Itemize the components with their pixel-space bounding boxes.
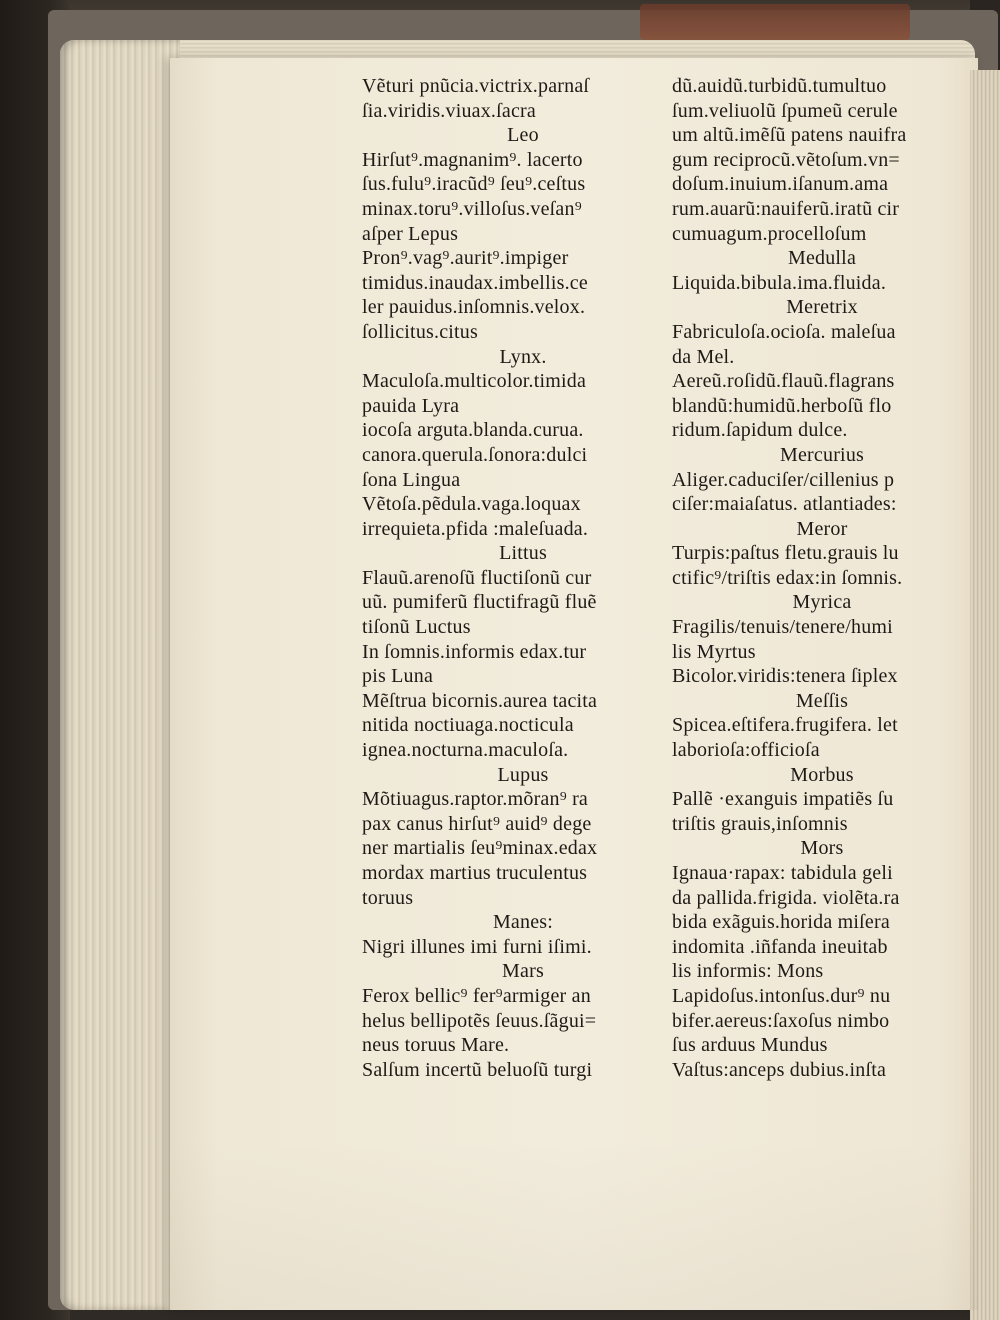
text-line: cumuagum.procelloſum [672, 222, 867, 245]
text-line: pis Luna [362, 665, 434, 688]
text-line: Fragilis/tenuis/tenere/humi [672, 616, 893, 639]
text-line: ciſer:maiaſatus. atlantiades: [672, 493, 897, 516]
text-line: um altũ.imẽſũ patens nauifra [672, 124, 907, 147]
entry-heading: Mercurius [780, 443, 864, 466]
text-line: Spicea.eſtifera.frugifera. let [672, 714, 898, 737]
entry-heading: Mars [502, 960, 544, 983]
text-line: doſum.inuium.iſanum.ama [672, 173, 889, 196]
text-line: ner martialis ſeu⁹minax.edax [362, 837, 598, 860]
page-shading [170, 1140, 978, 1310]
text-line: ler pauidus.inſomnis.velox. [362, 296, 586, 319]
text-line: Nigri illunes imi furni iſimi. [362, 935, 592, 958]
page-right-edge [970, 70, 1000, 1320]
text-line: da Mel. [672, 345, 735, 368]
text-line: Ferox bellic⁹ fer⁹armiger an [362, 984, 591, 1007]
text-line: indomita .iñfanda ineuitab [672, 935, 888, 958]
text-line: pauida Lyra [362, 394, 460, 417]
text-line: aſper Lepus [362, 222, 459, 245]
text-line: triſtis grauis,inſomnis [672, 812, 848, 835]
entry-heading: Leo [507, 124, 539, 147]
text-line: gum reciprocũ.vẽtoſum.vn= [672, 148, 900, 171]
entry-heading: Meror [796, 517, 848, 540]
text-line: Maculoſa.multicolor.timida [362, 370, 587, 393]
text-line: timidus.inaudax.imbellis.ce [362, 271, 588, 294]
text-line: ſia.viridis.viuax.ſacra [362, 99, 536, 122]
text-line: bida exãguis.horida miſera [672, 911, 890, 934]
text-line: iocoſa arguta.blanda.curua. [362, 419, 584, 442]
text-line: nitida noctiuaga.nocticula [362, 714, 574, 737]
text-line: laborioſa:officioſa [672, 739, 820, 762]
text-line: helus bellipotẽs ſeuus.ſãgui= [362, 1009, 597, 1032]
entry-heading: Littus [499, 542, 547, 565]
text-line: ſona Lingua [362, 468, 461, 491]
text-line: Hirſut⁹.magnanim⁹. lacerto [362, 148, 583, 171]
text-line: lis informis: Mons [672, 960, 824, 983]
left-text-column [362, 74, 684, 1082]
text-line: Flauũ.arenoſũ fluctiſonũ cur [362, 566, 592, 589]
entry-heading: Morbus [790, 763, 854, 786]
text-line: Mõtiuagus.raptor.mõran⁹ ra [362, 788, 589, 811]
text-line: uũ. pumiferũ fluctifragũ fluẽ [362, 591, 597, 614]
text-line: neus toruus Mare. [362, 1034, 510, 1057]
text-line: Vẽtoſa.pẽdula.vaga.loquax [362, 493, 581, 516]
text-line: In ſomnis.informis edax.tur [362, 640, 587, 663]
text-line: da pallida.frigida. violẽta.ra [672, 886, 900, 909]
text-line: Lapidoſus.intonſus.dur⁹ nu [672, 984, 891, 1007]
text-line: Bicolor.viridis:tenera ſiplex [672, 665, 898, 688]
text-line: ſus arduus Mundus [672, 1034, 828, 1057]
text-line: Mẽſtrua bicornis.aurea tacita [362, 689, 598, 712]
text-line: Fabriculoſa.ocioſa. maleſua [672, 320, 896, 343]
entry-heading: Mors [800, 837, 844, 860]
text-line: bifer.aereus:ſaxoſus nimbo [672, 1009, 890, 1032]
text-line: canora.querula.ſonora:dulci [362, 443, 588, 466]
text-line: dũ.auidũ.turbidũ.tumultuo [672, 75, 887, 97]
text-line: Aereũ.roſidũ.flauũ.flagrans [672, 370, 895, 393]
entry-heading: Meretrix [786, 296, 858, 319]
page-stack-edges [60, 40, 180, 1310]
text-line: pax canus hirſut⁹ auid⁹ dege [362, 812, 592, 835]
text-line: Liquida.bibula.ima.fluida. [672, 271, 887, 294]
text-line: Turpis:paſtus fletu.grauis lu [672, 542, 899, 565]
text-line: Aliger.caduciſer/cillenius p [672, 468, 895, 491]
text-line: tiſonũ Luctus [362, 616, 471, 639]
text-line: toruus [362, 886, 414, 909]
text-line: ridum.ſapidum dulce. [672, 419, 848, 442]
text-line: blandũ:humidũ.herboſũ flo [672, 394, 892, 417]
text-line: lis Myrtus [672, 640, 756, 663]
text-line: ctific⁹/triſtis edax:in ſomnis. [672, 566, 903, 589]
text-line: ſus.fulu⁹.iracũd⁹ ſeu⁹.ceſtus [362, 173, 586, 196]
text-line: Pallẽ ·exanguis impatiẽs ſu [672, 788, 894, 811]
text-line: ſum.veliuolũ ſpumeũ cerule [672, 99, 898, 122]
text-line: Salſum incertũ beluoſũ turgi [362, 1058, 593, 1081]
text-line: Vẽturi pnũcia.victrix.parnaſ [362, 75, 590, 97]
right-text-column [672, 74, 972, 1082]
text-line: irrequieta.pfida :maleſuada. [362, 517, 589, 540]
text-line: Ignaua·rapax: tabidula geli [672, 862, 893, 884]
entry-heading: Meſſis [795, 689, 849, 712]
entry-heading: Lynx. [499, 345, 547, 368]
text-line: ſollicitus.citus [362, 320, 478, 343]
entry-heading: Medulla [787, 247, 857, 270]
text-line: ignea.nocturna.maculoſa. [362, 739, 569, 762]
entry-heading: Lupus [497, 763, 549, 786]
entry-heading: Myrica [792, 591, 852, 614]
text-line: minax.toru⁹.villoſus.veſan⁹ [362, 197, 582, 220]
text-line: rum.auarũ:nauiferũ.iratũ cir [672, 197, 900, 220]
red-label [640, 4, 910, 40]
entry-heading: Manes: [492, 911, 554, 934]
text-line: Pron⁹.vag⁹.aurit⁹.impiger [362, 247, 569, 270]
text-line: Vaſtus:anceps dubius.inſta [672, 1058, 887, 1081]
text-line: mordax martius truculentus [362, 862, 588, 884]
